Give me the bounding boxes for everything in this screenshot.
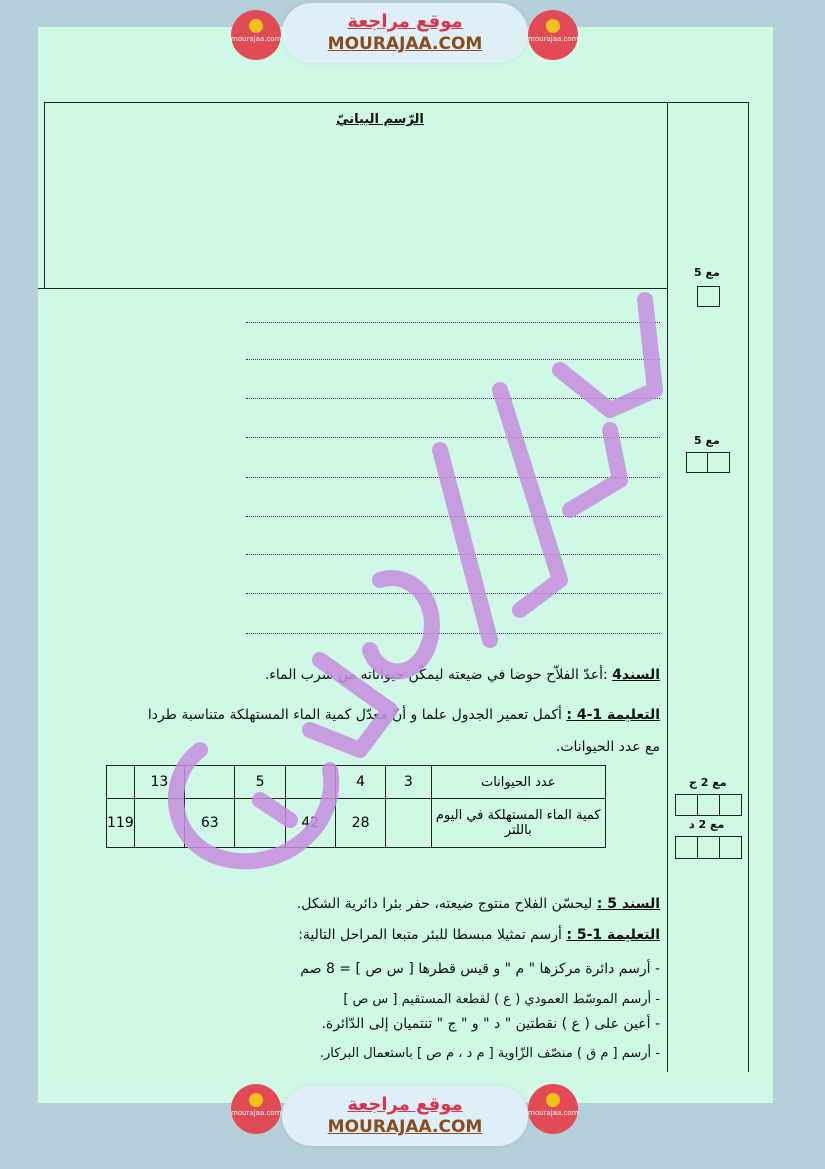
task41-continuation: مع عدد الحيوانات. [555, 739, 660, 755]
table-cell[interactable] [386, 799, 431, 848]
task51-label: التعليمة 1-5 : [566, 927, 660, 943]
site-name-latin: MOURAJAA.COM [327, 34, 483, 54]
criterion-label: مع 5 [694, 434, 720, 447]
sanad4-text: :أعدّ الفلاّح حوضا في ضيعته ليمكّن حيواناته من شرب الماء. [264, 667, 608, 683]
site-footer-banner[interactable] [282, 1086, 528, 1146]
criterion-label: مع 2 د [689, 818, 725, 831]
site-logo-left: mourajaa.com [231, 10, 281, 60]
table-cell[interactable]: 119 [107, 799, 135, 848]
criterion-label: مع 2 ج [689, 776, 727, 789]
site-name-arabic: موقع مراجعة [347, 11, 463, 32]
answer-line[interactable] [246, 593, 660, 594]
task41-text: أكمل تعمير الجدول علما و أنّ معدّل كمية الماء المستهلكة متناسبة طردا [147, 707, 562, 723]
construction-step: - أعين على ( ع ) نقطتين " د " و " ج " تنتميان إلى الدّائرة. [321, 1016, 660, 1032]
section-separator-line [38, 288, 668, 289]
table-cell[interactable] [134, 799, 184, 848]
table-cell[interactable] [285, 766, 335, 799]
table-cell[interactable]: 63 [185, 799, 235, 848]
table-cell[interactable]: 5 [235, 766, 285, 799]
site-logo-right: mourajaa.com [528, 10, 578, 60]
table-cell[interactable] [185, 766, 235, 799]
table-cell[interactable]: 13 [134, 766, 184, 799]
task51-statement [298, 927, 660, 943]
site-header-banner[interactable] [282, 3, 528, 63]
score-box[interactable] [719, 836, 742, 859]
frame-divider-line [667, 102, 668, 1072]
table-cell[interactable]: 3 [386, 766, 431, 799]
site-name-arabic: موقع مراجعة [347, 1094, 463, 1115]
answer-line[interactable] [246, 398, 660, 399]
score-box[interactable] [719, 794, 742, 816]
answer-line[interactable] [246, 477, 660, 478]
construction-step: - أرسم [ م ق ) منصّف الزّاوية [ م د ، م ص ] باستعمال البركار. [319, 1046, 660, 1061]
answer-line[interactable] [246, 322, 660, 323]
table-cell[interactable]: 42 [285, 799, 335, 848]
section-title: الرّسم البيانيّ [336, 112, 424, 127]
site-logo-right: mourajaa.com [528, 1084, 578, 1134]
table-header-cell: عدد الحيوانات [431, 766, 606, 799]
table-header-cell: كمية الماء المستهلكة في اليوم باللتر [431, 799, 606, 848]
sanad4-statement [265, 667, 660, 683]
score-box[interactable] [707, 452, 730, 473]
table-cell[interactable]: 4 [335, 766, 385, 799]
proportion-table [106, 765, 606, 848]
table-cell[interactable] [107, 766, 135, 799]
frame-top-line [44, 102, 748, 103]
answer-line[interactable] [246, 554, 660, 555]
task41-label: التعليمة 1-4 : [566, 707, 660, 723]
answer-line[interactable] [246, 437, 660, 438]
construction-step: - أرسم الموسّط العمودي ( ع ) لقطعة المستقيم [ س ص ] [343, 992, 660, 1007]
score-box[interactable] [675, 836, 698, 859]
table-cell[interactable] [235, 799, 285, 848]
task41-statement [148, 707, 660, 723]
site-name-latin: MOURAJAA.COM [327, 1117, 483, 1137]
answer-line[interactable] [246, 516, 660, 517]
score-box[interactable] [697, 836, 720, 859]
table-cell[interactable]: 28 [335, 799, 385, 848]
frame-right-line [748, 102, 749, 1072]
answer-line[interactable] [246, 359, 660, 360]
site-logo-left: mourajaa.com [231, 1084, 281, 1134]
frame-left-line [44, 102, 45, 288]
criterion-label: مع 5 [694, 266, 720, 279]
score-box[interactable] [675, 794, 698, 816]
table-row [107, 799, 606, 848]
construction-step: - أرسم دائرة مركزها " م " و قيس قطرها [ س ص ] = 8 صم [300, 961, 660, 977]
score-box[interactable] [697, 794, 720, 816]
sanad5-statement [297, 896, 660, 912]
score-box[interactable] [697, 286, 720, 307]
answer-line[interactable] [246, 633, 660, 634]
table-row [107, 766, 606, 799]
sanad4-label: السند4 [612, 667, 660, 683]
sanad5-text: ليحسّن الفلاح منتوج ضيعته، حفر بئرا دائرية الشكل. [296, 896, 593, 912]
task51-text: أرسم تمثيلا مبسطا للبئر متبعا المراحل التالية: [298, 927, 562, 943]
score-box[interactable] [686, 452, 708, 473]
sanad5-label: السند 5 : [596, 896, 660, 912]
